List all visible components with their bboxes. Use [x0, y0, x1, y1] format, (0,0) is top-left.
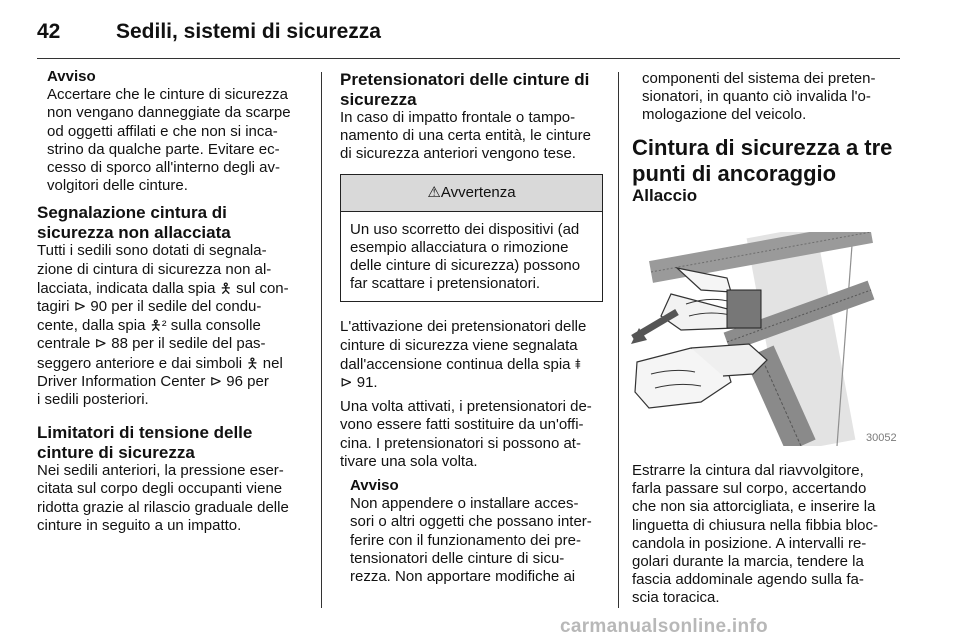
text-line: cina. I pretensionatori si possono at- — [340, 434, 581, 452]
heading-line: Limitatori di tensione delle — [37, 423, 253, 443]
notice-line: strino da qualche parte. Evitare ec- — [47, 140, 280, 158]
notice-line: sori o altri oggetti che possano inter- — [350, 513, 592, 531]
text-span: dall'accensione continua della spia — [340, 355, 575, 373]
sub-heading: Allaccio — [632, 185, 698, 205]
text-line — [37, 354, 312, 373]
text-line: Tutti i sedili sono dotati di segnala- — [37, 242, 267, 260]
notice-line: ferire con il funzionamento dei pre- — [350, 531, 581, 549]
text-line: cinture di sicurezza viene segnalata — [340, 336, 578, 354]
notice-line: sionatori, in quanto ciò invalida l'o- — [642, 88, 871, 106]
text-span: cente, dalla spia — [37, 317, 150, 335]
seatbelt-illustration — [631, 232, 902, 446]
text-line — [340, 374, 603, 392]
page-reference-arrow-icon: ⊳ — [340, 374, 353, 392]
page-reference-arrow-icon: ⊳ — [94, 335, 108, 353]
seatbelt-reminder-icon: 🯅 — [246, 354, 259, 371]
notice-block — [47, 68, 312, 195]
heading-line: punti di ancoraggio — [632, 160, 837, 186]
text-line: cinture in seguito a un impatto. — [37, 516, 242, 534]
load-limiters-text — [37, 462, 312, 535]
text-span: sul con- — [231, 279, 289, 297]
seatbelt-reminder-passenger-icon: 🯅² — [149, 317, 167, 334]
text-line: L'attivazione dei pretensionatori delle — [340, 318, 587, 336]
column-1 — [37, 62, 312, 535]
warning-body — [341, 212, 602, 302]
section-heading-pretensioners — [340, 70, 603, 109]
heading-line: Pretensionatori delle cinture di — [340, 70, 590, 89]
notice-line: Accertare che le cinture di sicurezza — [47, 86, 288, 104]
text-span: tagiri — [37, 298, 74, 316]
text-line: linguetta di chiusura nella fibbia bloc- — [632, 516, 878, 534]
warning-box — [340, 174, 603, 303]
heading-line: sicurezza non allacciata — [37, 222, 231, 242]
text-line: che non sia attorcigliata, e inserire la — [632, 498, 876, 516]
text-line: In caso di impatto frontale o tampo- — [340, 109, 576, 126]
text-line: zione di cintura di sicurezza non al- — [37, 260, 272, 278]
column-divider-1 — [321, 72, 322, 608]
text-line — [37, 373, 312, 391]
page-title: Sedili, sistemi di sicurezza — [116, 20, 381, 43]
text-span: sulla consolle — [166, 317, 261, 335]
notice-line: volgitori delle cinture. — [47, 177, 188, 195]
text-line: vono essere fatti sostituire da un'offi- — [340, 416, 584, 434]
text-span: lacciata, indicata dalla spia — [37, 279, 220, 297]
heading-line: cinture di sicurezza — [37, 442, 195, 462]
text-line — [37, 279, 312, 298]
seatbelt-buckling-drawing — [631, 232, 902, 446]
replacement-text — [340, 398, 603, 471]
text-span: 90 per il sedile del condu- — [86, 298, 262, 316]
notice-line: cesso di sporco all'interno degli av- — [47, 159, 280, 177]
text-line: tivare una sola volta. — [340, 452, 478, 470]
text-line — [37, 335, 312, 353]
notice-line: od oggetti affilati e che non si inca- — [47, 122, 278, 140]
column-divider-2 — [618, 72, 619, 608]
text-line: fascia addominale agendo sulla fa- — [632, 571, 864, 589]
column-2 — [340, 70, 603, 586]
text-span: 96 per — [222, 372, 269, 390]
section-heading-seatbelt-reminder — [37, 203, 312, 242]
warning-line: delle cinture di sicurezza) possono — [350, 257, 581, 275]
heading-line: Segnalazione cintura di — [37, 203, 227, 223]
watermark: carmanualsonline.info — [560, 616, 768, 637]
notice-line: Non appendere o installare acces- — [350, 495, 579, 513]
airbag-pretensioner-icon: ⯒ — [574, 355, 581, 372]
text-line — [37, 316, 312, 335]
text-line: namento di una certa entità, le cinture — [340, 127, 591, 145]
text-line: scia toracica. — [632, 589, 720, 607]
column-3-body — [632, 462, 902, 608]
text-span: centrale — [37, 335, 95, 353]
section-heading-load-limiters — [37, 423, 312, 462]
notice-block — [350, 477, 603, 586]
seatbelt-reminder-icon: 🯅 — [219, 279, 232, 296]
text-span: nel — [258, 354, 283, 372]
activation-text — [340, 318, 603, 392]
text-line — [37, 298, 312, 316]
warning-header — [341, 175, 602, 212]
notice-line: tensionatori delle cinture di sicu- — [350, 549, 565, 567]
figure-number: 30052 — [866, 432, 897, 444]
text-span: 88 per il sedile del pas- — [107, 335, 266, 353]
heading-line: Cintura di sicurezza a tre — [632, 134, 893, 160]
notice-label: Avviso — [47, 68, 96, 85]
text-span: Driver Information Center — [37, 372, 210, 390]
warning-line: Un uso scorretto dei dispositivi (ad — [350, 220, 580, 238]
notice-continuation — [642, 70, 902, 125]
warning-triangle-icon: ⚠ — [427, 183, 441, 201]
warning-title: Avvertenza — [440, 183, 516, 201]
seatbelt-reminder-text — [37, 242, 312, 409]
text-line: ridotta grazie al rilascio graduale delle — [37, 498, 289, 516]
text-line: golari durante la marcia, tendere la — [632, 553, 864, 571]
text-line: di sicurezza anteriori vengono tese. — [340, 145, 576, 163]
notice-line: mologazione del veicolo. — [642, 106, 807, 124]
notice-line: rezza. Non apportare modifiche ai — [350, 568, 576, 586]
text-line: Estrarre la cintura dal riavvolgitore, — [632, 462, 864, 479]
column-3 — [632, 70, 902, 205]
text-line: Nei sedili anteriori, la pressione eser- — [37, 462, 284, 480]
pretensioners-text — [340, 109, 603, 164]
header-rule — [37, 58, 900, 59]
warning-line: far scattare i pretensionatori. — [350, 275, 541, 293]
text-span: 91. — [352, 374, 378, 392]
page-number: 42 — [37, 20, 61, 43]
text-line: i sedili posteriori. — [37, 391, 149, 409]
warning-line: esempio allacciatura o rimozione — [350, 238, 569, 256]
page-reference-arrow-icon: ⊳ — [209, 372, 223, 390]
text-line: farla passare sul corpo, accertando — [632, 480, 867, 498]
text-span: seggero anteriore e dai simboli — [37, 354, 247, 372]
notice-label: Avviso — [350, 477, 399, 495]
text-line: candola in posizione. A intervalli re- — [632, 534, 867, 552]
text-line: citata sul corpo degli occupanti viene — [37, 480, 283, 498]
notice-line: componenti del sistema dei preten- — [642, 70, 876, 87]
page-reference-arrow-icon: ⊳ — [73, 298, 87, 316]
main-heading — [632, 135, 902, 187]
heading-line: sicurezza — [340, 89, 417, 109]
text-line — [340, 355, 603, 374]
notice-line: non vengano danneggiate da scarpe — [47, 104, 291, 122]
text-line: Una volta attivati, i pretensionatori de- — [340, 398, 592, 416]
